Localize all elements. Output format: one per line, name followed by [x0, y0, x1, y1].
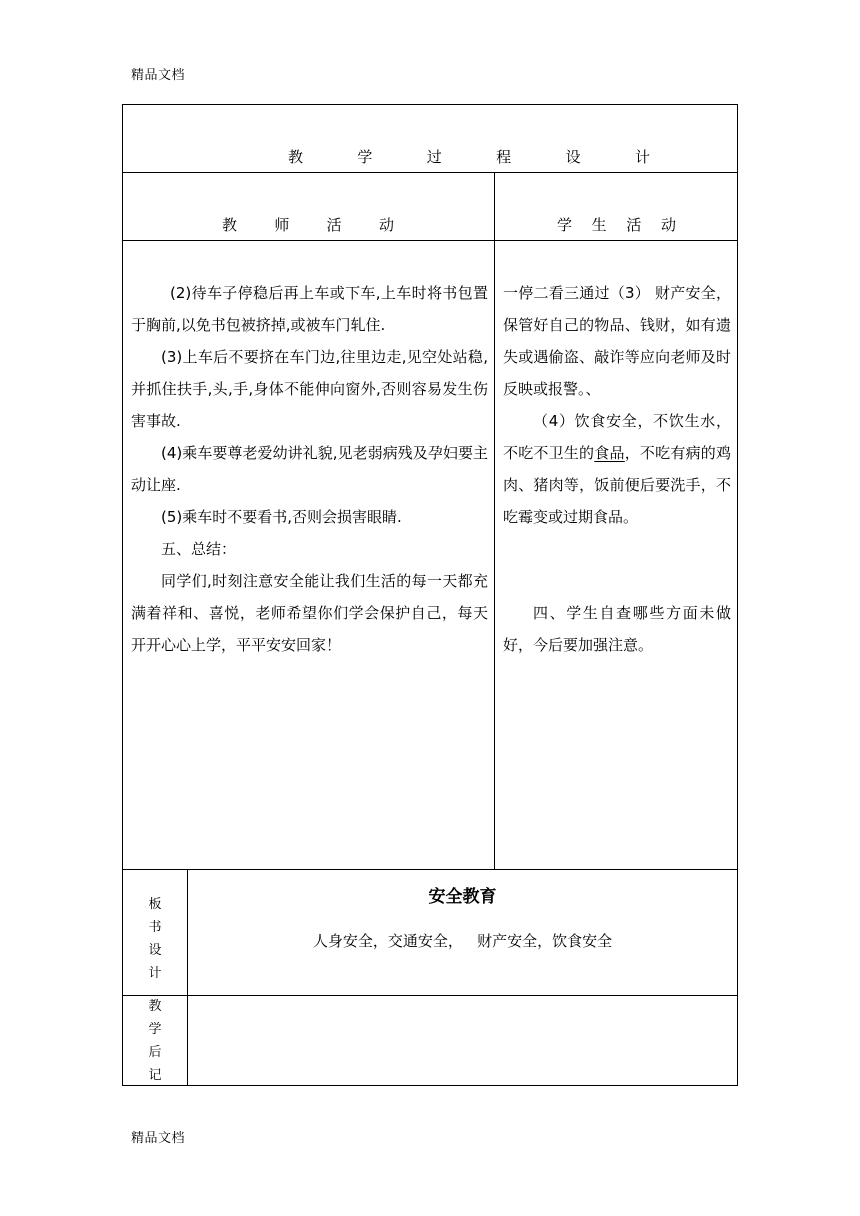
page-header: 精品文档 [131, 68, 186, 83]
reflection-label [123, 995, 187, 1087]
rule-above-board [122, 869, 738, 870]
title-char: 计 [634, 148, 650, 166]
title-char: 设 [565, 148, 581, 166]
student-paragraph: 一停二看三通过（3） 财产安全，保管好自己的物品、钱财，如有遗失或遇偷盗、敲诈等应向老师及时反映或报警。、 [503, 284, 731, 398]
rule-under-title [122, 172, 738, 173]
teacher-paragraph: (3)上车后不要挤在车门边,往里边走,见空处站稳,并抓住扶手,头,手,身体不能伸向窗外,否则容易发生伤害事故. [131, 348, 488, 430]
heading-char: 动 [660, 216, 676, 234]
label-char: 学 [148, 1022, 162, 1037]
board-design-label [123, 893, 187, 985]
label-char: 教 [148, 999, 162, 1014]
student-activity-text [503, 277, 731, 661]
student-activity-heading [557, 214, 676, 235]
label-char: 书 [148, 920, 162, 935]
title-char: 程 [496, 148, 512, 166]
teacher-paragraph: (2)待车子停稳后再上车或下车,上车时将书包置于胸前,以免书包被挤掉,或被车门轧住. [131, 284, 488, 334]
page-footer: 精品文档 [131, 1131, 186, 1146]
label-char: 记 [148, 1068, 162, 1083]
label-char: 计 [148, 966, 162, 981]
title-char: 过 [426, 148, 442, 166]
title-char: 学 [357, 148, 373, 166]
heading-char: 活 [326, 216, 342, 234]
rule-under-headings [122, 240, 738, 241]
heading-char: 师 [274, 216, 290, 234]
teacher-activity-text [131, 277, 488, 661]
teacher-activity-heading [222, 214, 394, 235]
label-char: 板 [148, 897, 162, 912]
student-paragraph: 四、学生自查哪些方面未做好，今后要加强注意。 [503, 604, 731, 654]
heading-char: 活 [626, 216, 642, 234]
teacher-paragraph: (5)乘车时不要看书,否则会损害眼睛. [161, 508, 402, 526]
student-paragraph [503, 405, 731, 533]
label-char: 后 [148, 1045, 162, 1060]
heading-char: 动 [378, 216, 394, 234]
label-char: 设 [148, 943, 162, 958]
heading-char: 教 [222, 216, 238, 234]
rule-above-reflection [122, 995, 738, 996]
title-char: 教 [288, 148, 304, 166]
board-content: 人身安全，交通安全， 财产安全，饮食安全 [312, 932, 613, 950]
table-title [288, 146, 650, 167]
heading-char: 学 [557, 216, 573, 234]
board-title: 安全教育 [428, 887, 497, 907]
student-text: ，不吃有病的鸡肉、猪肉等，饭前便后要洗手，不吃霉变或过期食品。 [503, 444, 731, 526]
teacher-paragraph: (4)乘车要尊老爱幼讲礼貌,见老弱病残及孕妇要主动让座. [131, 444, 488, 494]
rule-between-activity-columns [494, 172, 495, 869]
teacher-paragraph: 五、总结： [161, 540, 237, 558]
heading-char: 生 [591, 216, 607, 234]
student-text: （4）饮食安全，不饮生水，不吃不卫生的 [503, 412, 731, 462]
underlined-word: 食品 [594, 444, 625, 462]
teacher-paragraph: 同学们,时刻注意安全能让我们生活的每一天都充满着祥和、喜悦，老师希望你们学会保护自己，每天开开心心上学，平平安安回家！ [131, 572, 488, 654]
